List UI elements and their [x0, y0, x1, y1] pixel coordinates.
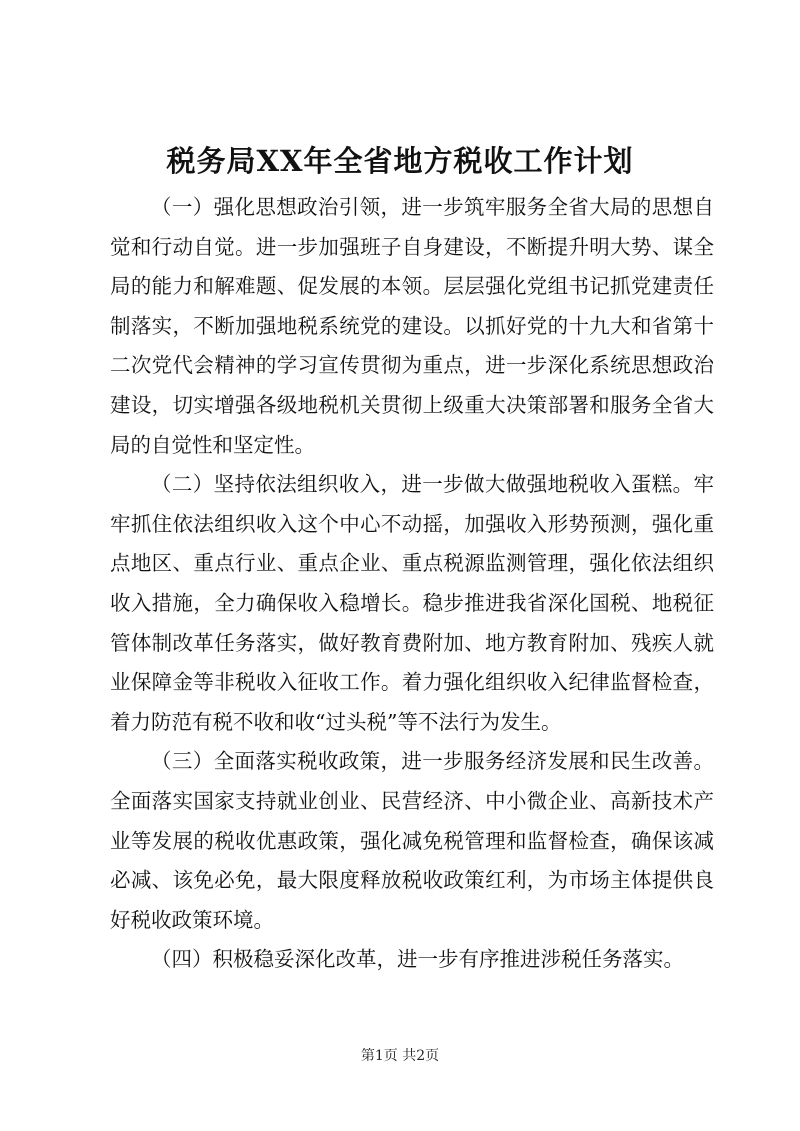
paragraph-2: （二）坚持依法组织收入，进一步做大做强地税收入蛋糕。牢牢抓住依法组织收入这个中心不动摇，加强收入形势预测，强化重点地区、重点行业、重点企业、重点税源监测管理，强化依法组织收入措施，全力确保收入稳增长。稳步推进我省深化国税、地税征管体制改革任务落实，做好教育费附加、地方教育附加、残疾人就业保障金等非税收入征收工作。着力强化组织收入纪律监督检查，着力防范有税不收和收“过头税”等不法行为发生。 — [110, 472, 714, 734]
paragraph-1: （一）强化思想政治引领，进一步筑牢服务全省大局的思想自觉和行动自觉。进一步加强班子自身建设，不断提升明大势、谋全局的能力和解难题、促发展的本领。层层强化党组书记抓党建责任制落实，不断加强地税系统党的建设。以抓好党的十九大和省第十二次党代会精神的学习宣传贯彻为重点，进一步深化系统思想政治建设，切实增强各级地税机关贯彻上级重大决策部署和服务全省大局的自觉性和坚定性。 — [110, 195, 714, 457]
document-body — [110, 188, 714, 980]
page-number-footer: 第1页 共2页 — [360, 1048, 440, 1064]
paragraph-3: （三）全面落实税收政策，进一步服务经济发展和民生改善。全面落实国家支持就业创业、民营经济、中小微企业、高新技术产业等发展的税收优惠政策，强化减免税管理和监督检查，确保该减必减、该免必免，最大限度释放税收政策红利，为市场主体提供良好税收政策环境。 — [110, 749, 714, 932]
document-title: 税务局XX年全省地方税收工作计划 — [166, 144, 634, 178]
paragraph-4: （四）积极稳妥深化改革，进一步有序推进涉税任务落实。 — [151, 947, 684, 972]
